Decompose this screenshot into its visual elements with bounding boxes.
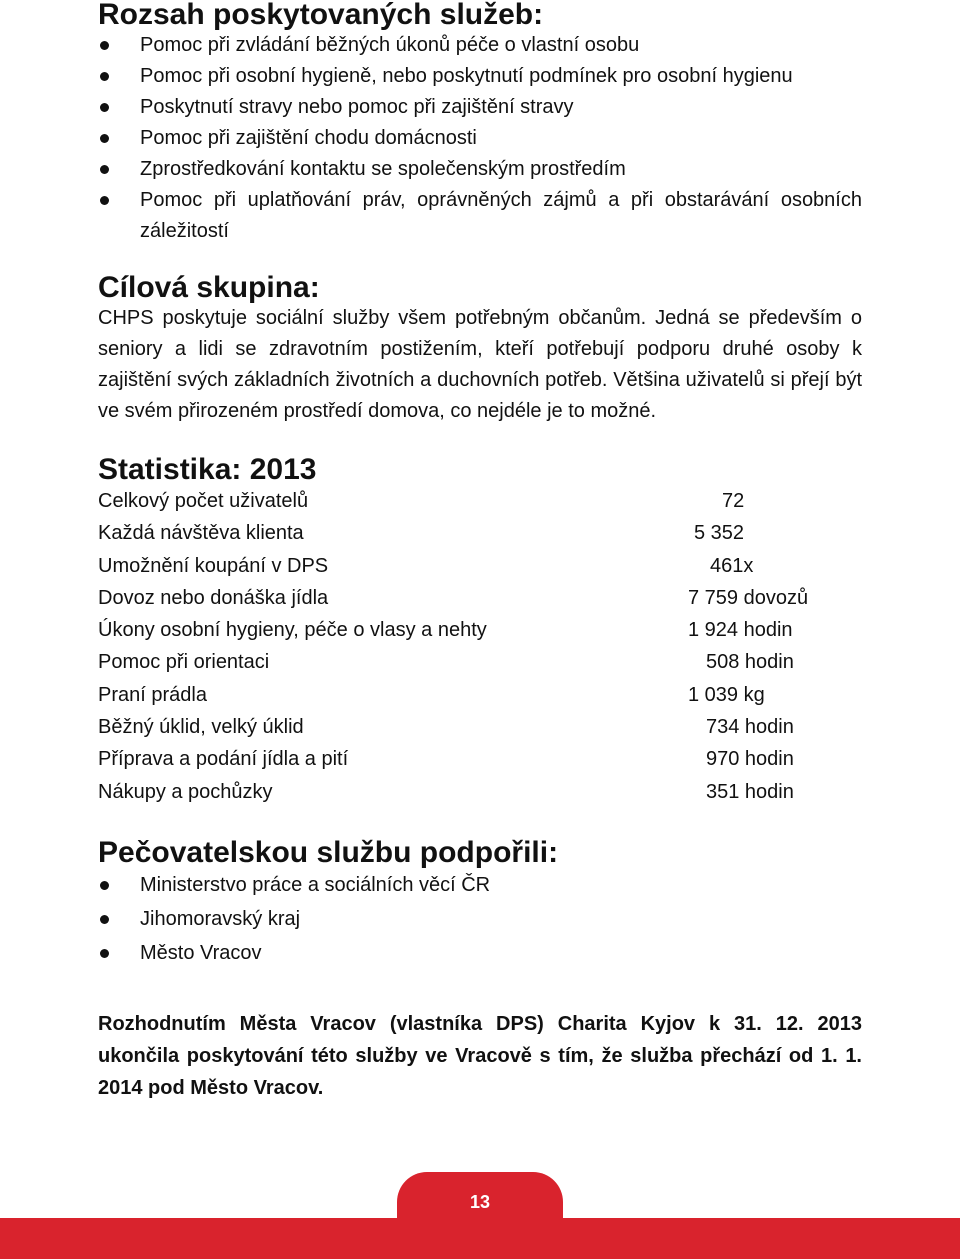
decision-text: Rozhodnutím Města Vracov (vlastníka DPS) Charita Kyjov k 31. 12. 2013 ukončila poskytování této služby ve Vracově s tím, že služba přechází od 1. 1. 2014 pod Město Vracov. [98, 1012, 862, 1099]
list-item: Ministerstvo práce a sociálních věcí ČR [98, 868, 862, 902]
page-number: 13 [469, 1191, 491, 1212]
services-list [98, 30, 862, 247]
target-group-section [98, 273, 862, 427]
list-item: Pomoc při zajištění chodu domácnosti [98, 123, 862, 154]
services-heading: Rozsah poskytovaných služeb: [98, 0, 544, 31]
table-row: Běžný úklid, velký úklid 734 hodin [98, 716, 794, 739]
statistics-table [98, 485, 862, 808]
table-row: Pomoc při orientaci 508 hodin [98, 651, 794, 674]
table-row: Dovoz nebo donáška jídla 7 759 dovozů [98, 586, 809, 609]
table-row: Každá návštěva klienta 5 352 [98, 522, 745, 545]
list-item: Pomoc při zvládání běžných úkonů péče o vlastní osobu [98, 30, 862, 61]
page-number-tab [397, 1172, 563, 1232]
document-page [98, 0, 862, 1104]
table-row: Praní prádla 1 039 kg [98, 683, 765, 706]
list-item: Jihomoravský kraj [98, 902, 862, 936]
statistics-section [98, 455, 862, 808]
table-row: Úkony osobní hygieny, péče o vlasy a nehty 1 924 hodin [98, 619, 793, 642]
list-item: Město Vracov [98, 936, 862, 970]
target-group-text: CHPS poskytuje sociální služby všem potřebným občanům. Jedná se především o seniory a lidi se zdravotním postižením, kteří potřebují podporu druhé osoby k zajištění svých základních životních a duchovních potřeb. Většina uživatelů si přejí být ve svém přirozeném prostředí domova, co nejdéle je to možné. [98, 307, 862, 422]
target-group-heading: Cílová skupina: [98, 271, 320, 304]
list-item: Pomoc při uplatňování práv, oprávněných zájmů a při obstarávání osobních záležitostí [98, 185, 862, 247]
bullet-icon [100, 103, 109, 112]
table-row: Nákupy a pochůzky 351 hodin [98, 780, 794, 803]
bullet-icon [100, 196, 109, 205]
bullet-icon [100, 72, 109, 81]
decision-section [98, 1008, 862, 1104]
bullet-icon [100, 165, 109, 174]
table-row: Umožnění koupání v DPS 461x [98, 554, 754, 577]
services-section [98, 0, 862, 247]
supporters-list [98, 868, 862, 970]
table-row: Příprava a podání jídla a pití 970 hodin [98, 748, 794, 771]
list-item: Poskytnutí stravy nebo pomoc při zajištění stravy [98, 92, 862, 123]
list-item: Pomoc při osobní hygieně, nebo poskytnutí podmínek pro osobní hygienu [98, 61, 862, 92]
supporters-section [98, 835, 862, 970]
supporters-heading: Pečovatelskou službu podpořili: [98, 835, 559, 869]
statistics-heading: Statistika: 2013 [98, 453, 317, 486]
bullet-icon [100, 134, 109, 143]
bullet-icon [100, 915, 109, 924]
table-row: Celkový počet uživatelů 72 [98, 490, 745, 512]
list-item: Zprostředkování kontaktu se společenským prostředím [98, 154, 862, 185]
bullet-icon [100, 881, 109, 890]
bullet-icon [100, 949, 109, 958]
bullet-icon [100, 41, 109, 50]
